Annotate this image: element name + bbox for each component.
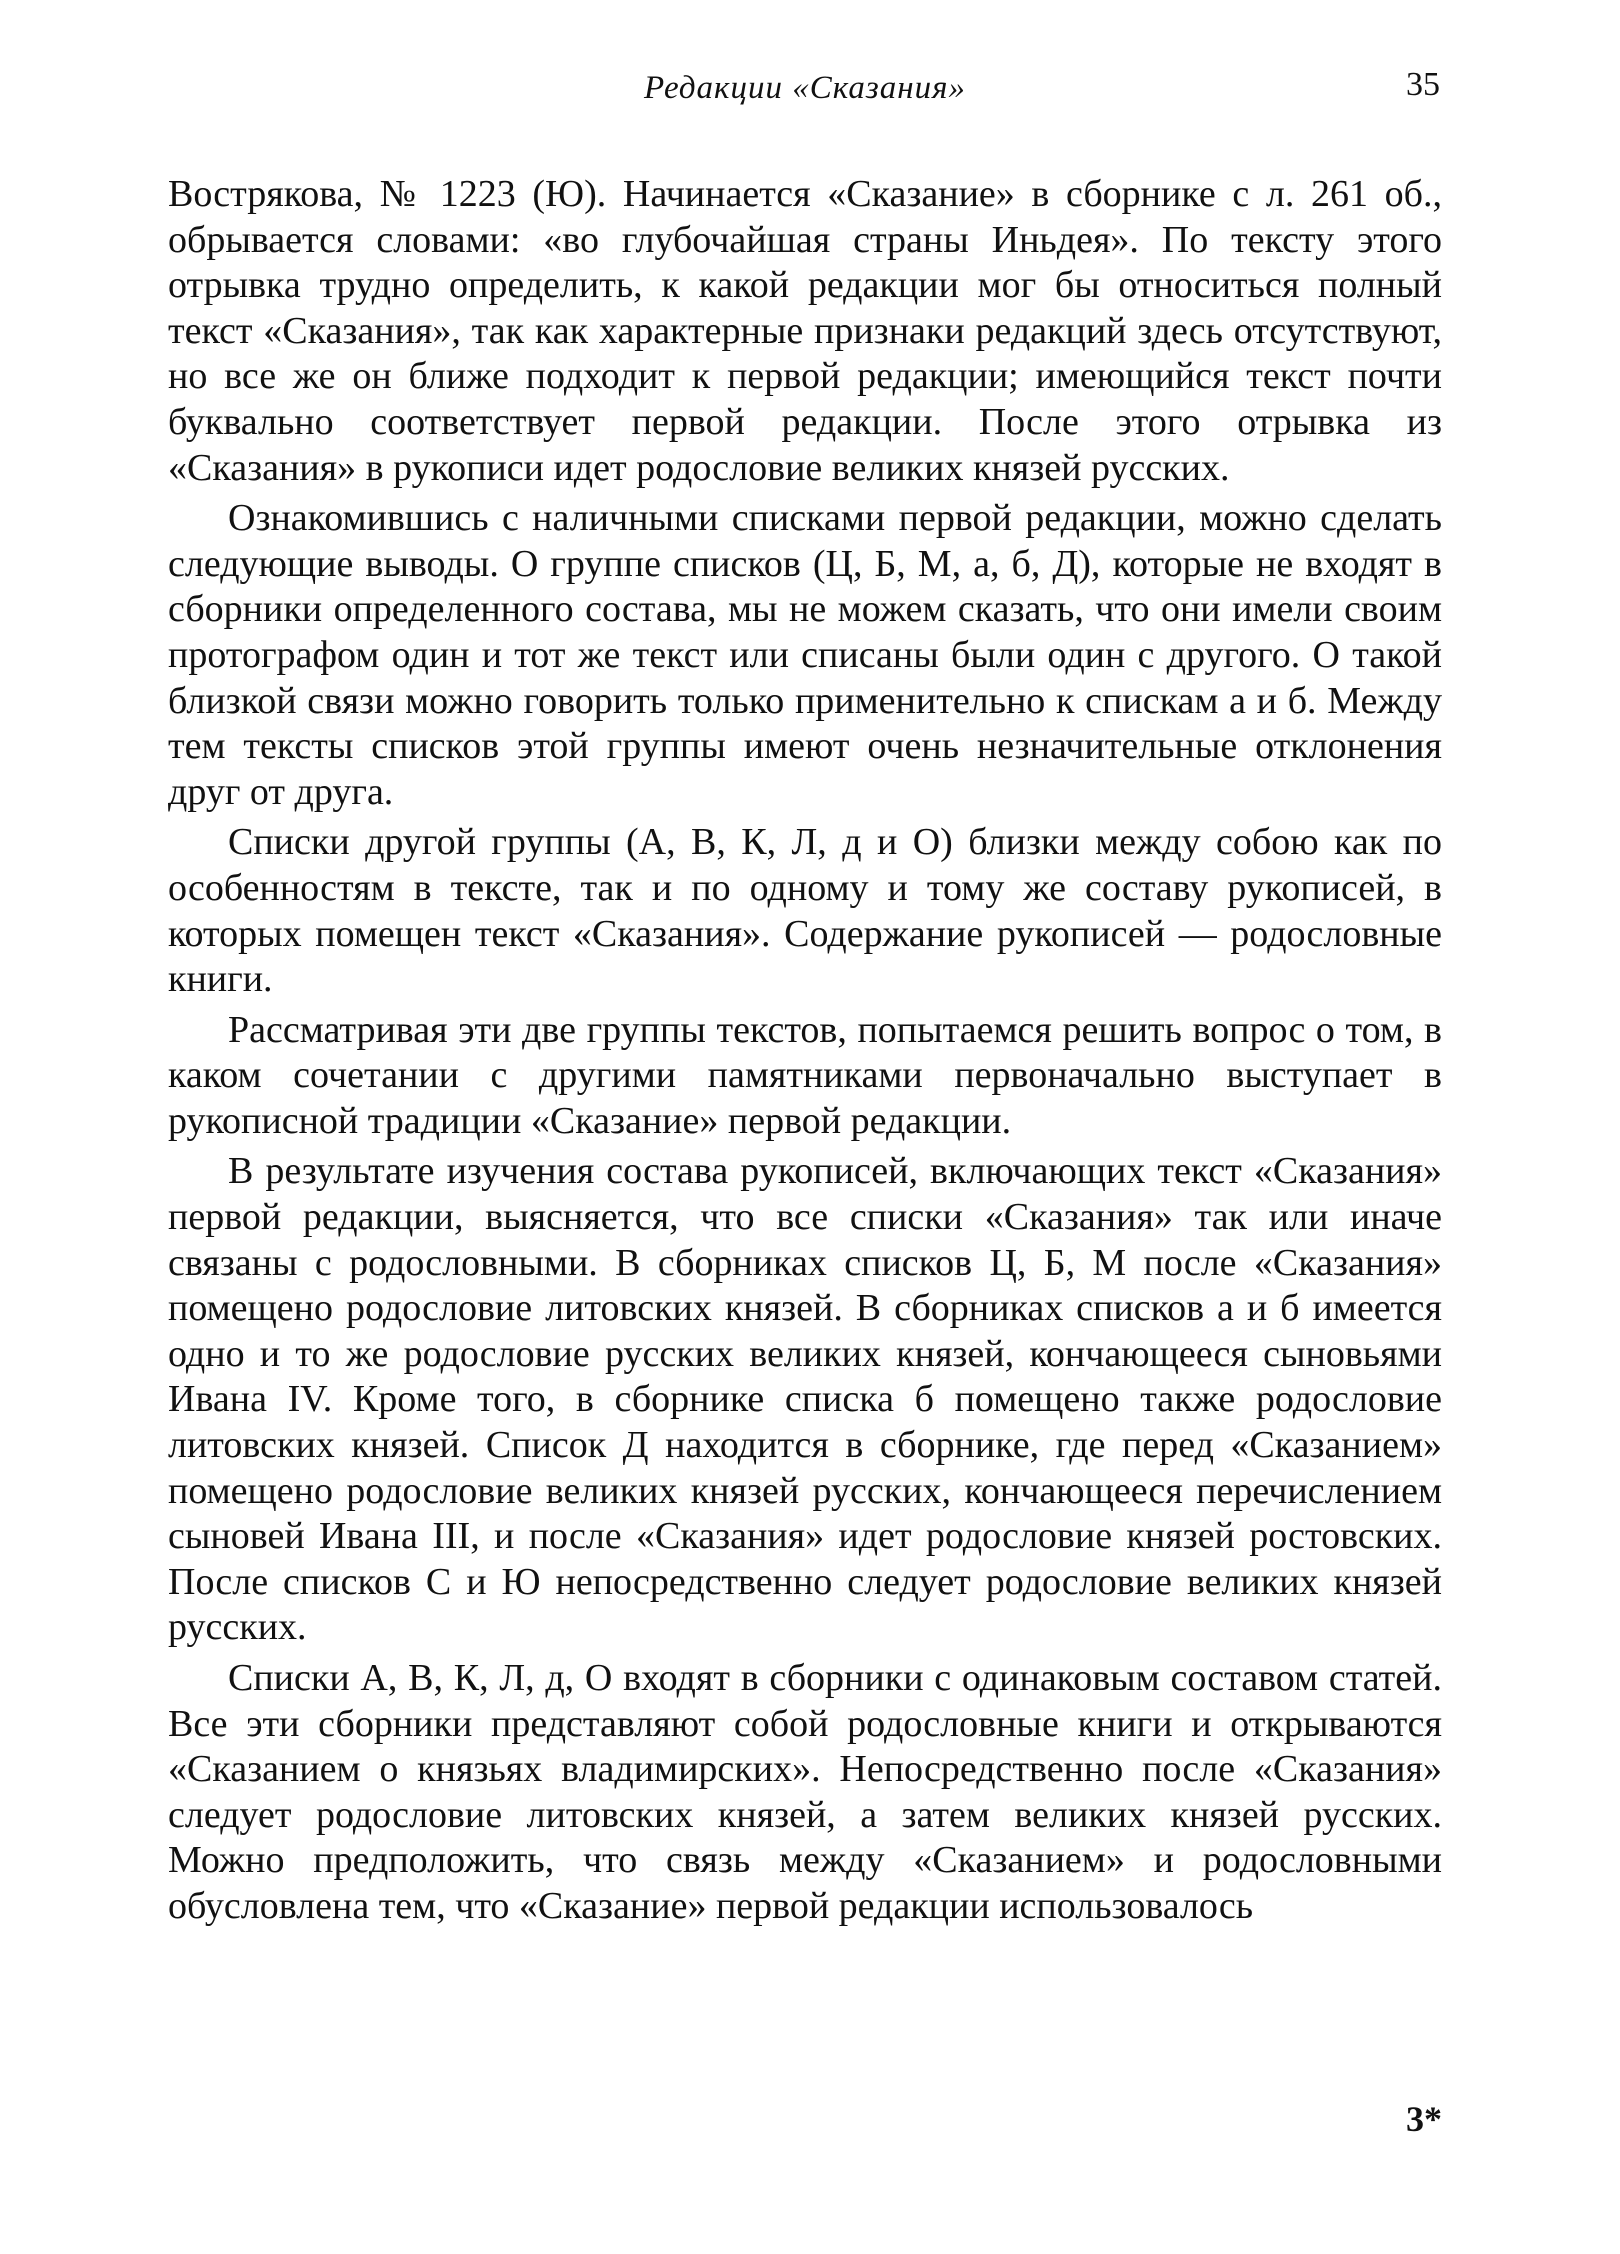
signature-mark: 3* bbox=[1406, 2099, 1442, 2139]
paragraph: Списки другой группы (А, В, К, Л, д и О) близки между собою как по особенностям в тексте, так и по одному и тому же составу рукописей, в которых помещен текст «Сказания». Содержание рукописей — родословные книги. bbox=[168, 821, 1442, 1001]
page-number: 35 bbox=[1406, 66, 1440, 103]
running-head bbox=[170, 62, 1440, 122]
paragraph: В результате изучения состава рукописей, включающих текст «Сказания» первой редакции, выясняется, что все списки «Сказания» так или иначе связаны с родословными. В сборниках списков Ц, Б, М после «Сказания» помещено родословие литовских князей. В сборниках списков а и б имеется одно и то же родословие русских великих князей, кончающееся сыновьями Ивана IV. Кроме того, в сборнике списка б помещено также родословие литовских князей. Список Д находится в сборнике, где перед «Сказанием» помещено родословие великих князей русских, кончающееся перечислением сыновей Ивана III, и после «Сказания» идет родословие князей ростовских. После списков С и Ю непосредственно следует родословие великих князей русских. bbox=[168, 1150, 1442, 1649]
paragraph: Вострякова, № 1223 (Ю). Начинается «Сказание» в сборнике с л. 261 об., обрывается словами: «во глубочайшая страны Иньдея». По тексту этого отрывка трудно определить, к какой редакции мог бы относиться полный текст «Сказания», так как характерные признаки редакций здесь отсутствуют, но все же он ближе подходит к первой редакции; имеющийся текст почти буквально соответствует первой редакции. После этого отрывка из «Сказания» в рукописи идет родословие великих князей русских. bbox=[168, 173, 1442, 489]
paragraph: Списки А, В, К, Л, д, О входят в сборники с одинаковым составом статей. Все эти сборники представляют собой родословные книги и открываются «Сказанием о князьях владимирских». Непосредственно после «Сказания» следует родословие литовских князей, а затем великих князей русских. Можно предположить, что связь между «Сказанием» и родословными обусловлена тем, что «Сказание» первой редакции использовалось bbox=[168, 1657, 1442, 1927]
body-text bbox=[168, 172, 1442, 1935]
paragraph: Рассматривая эти две группы текстов, попытаемся решить вопрос о том, в каком сочетании с другими памятниками первоначально выступает в рукописной традиции «Сказание» первой редакции. bbox=[168, 1008, 1442, 1142]
paragraph: Ознакомившись с наличными списками первой редакции, можно сделать следующие выводы. О группе списков (Ц, Б, М, а, б, Д), которые не входят в сборники определенного состава, мы не можем сказать, что они имели своим протографом один и тот же текст или списаны были один с другого. О такой близкой связи можно говорить только применительно к спискам а и б. Между тем тексты списков этой группы имеют очень незначительные отклонения друг от друга. bbox=[168, 497, 1442, 813]
running-title: Редакции «Сказания» bbox=[644, 70, 966, 106]
